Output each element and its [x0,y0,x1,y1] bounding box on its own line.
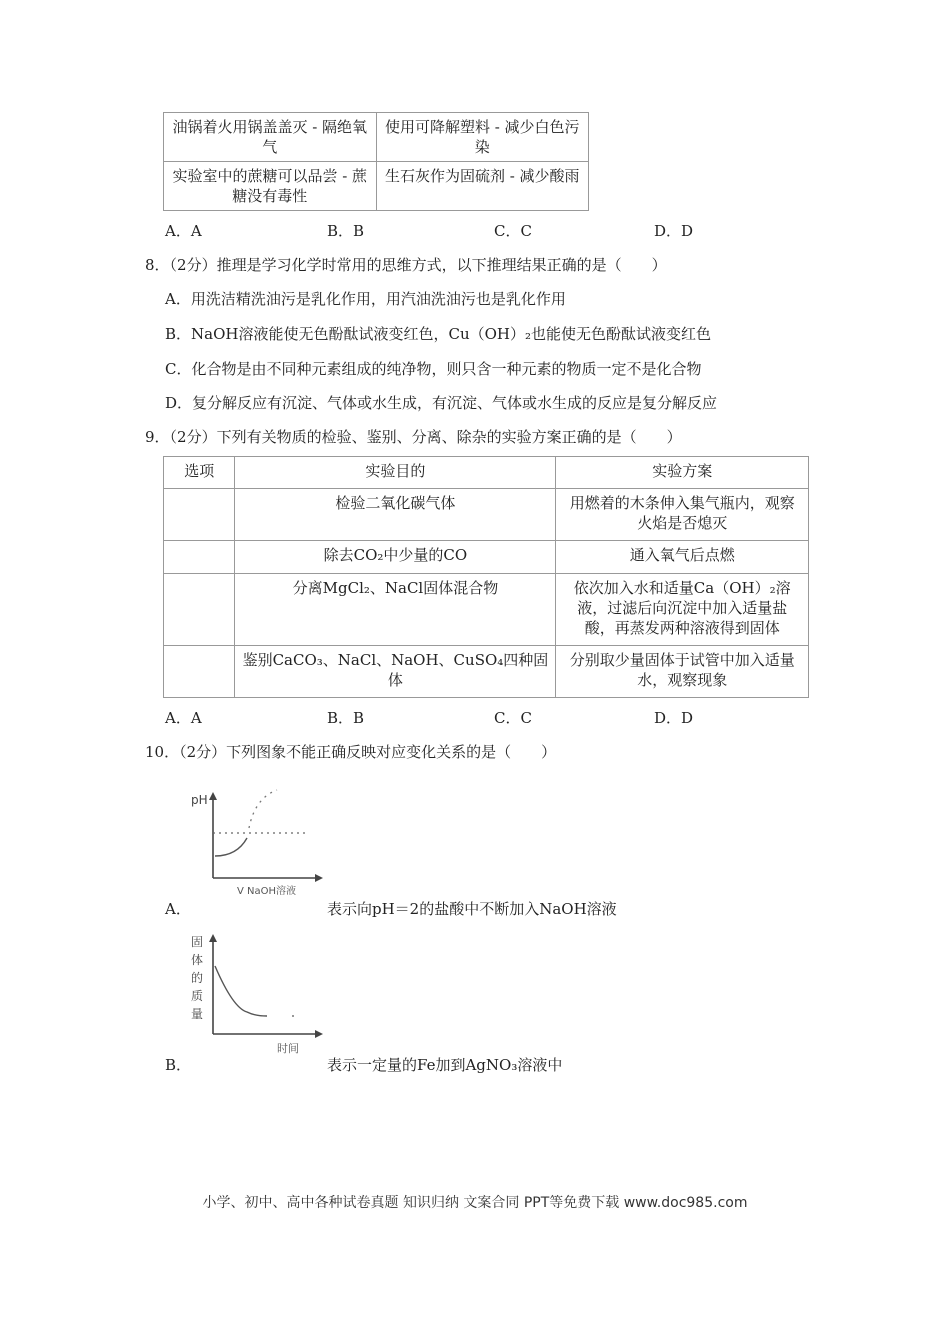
q9-cell-purpose: 检验二氧化碳气体 [235,489,556,541]
graph-a-curve-low [215,838,247,856]
q9-cell-plan: 用燃着的木条伸入集气瓶内，观察火焰是否熄灭 [556,489,809,541]
q9-cell-purpose: 除去CO₂中少量的CO [235,541,556,574]
graph-b [185,928,335,1058]
q10-option-a-text: 表示向pH＝2的盐酸中不断加入NaOH溶液 [327,900,617,918]
q7-cell: 生石灰作为固硫剂 - 减少酸雨 [376,162,589,211]
graph-b-curve [215,966,267,1016]
graph-b-dot [292,1015,294,1017]
q9-cell-plan: 通入氧气后点燃 [556,541,809,574]
q8-option-a: A．用洗洁精洗油污是乳化作用，用汽油洗油污也是乳化作用 [165,290,566,308]
graph-a [185,778,335,896]
q7-option-b: B．B [327,222,365,240]
page-footer: 小学、初中、高中各种试卷真题 知识归纳 文案合同 PPT等免费下载 www.doc985.com [202,1195,748,1211]
q9-cell-plan: 依次加入水和适量Ca（OH）₂溶液，过滤后向沉淀中加入适量盐酸，再蒸发两种溶液得到固体 [556,574,809,646]
graph-b-x-arrow [315,1030,323,1038]
q10-stem: 10．（2分）下列图象不能正确反映对应变化关系的是（ ） [145,743,557,761]
graph-a-curve-high [249,790,277,828]
q9-cell-purpose: 分离MgCl₂、NaCl固体混合物 [235,574,556,646]
q8-stem: 8．（2分）推理是学习化学时常用的思维方式，以下推理结果正确的是（ ） [145,256,667,274]
graph-a-y-arrow [209,792,217,800]
q9-header-option: 选项 [164,457,235,489]
graph-b-y-arrow [209,934,217,942]
q9-cell-option [164,574,235,646]
q10-option-a-letter: A． [165,900,191,918]
q9-option-c: C．C [494,709,532,727]
graph-a-ylabel: pH [191,793,208,807]
q9-option-d: D．D [654,709,694,727]
graph-b-ylabel: 固体的质量 [191,935,204,1021]
q7-cell: 使用可降解塑料 - 减少白色污染 [376,113,589,162]
q10-option-b-text: 表示一定量的Fe加到AgNO₃溶液中 [327,1056,563,1074]
q9-table [163,456,809,698]
q9-option-a: A．A [165,709,202,727]
q7-cell: 油锅着火用锅盖盖灭 - 隔绝氧气 [164,113,377,162]
graph-a-x-arrow [315,874,323,882]
q9-option-b: B．B [327,709,365,727]
q7-option-d: D．D [654,222,694,240]
q9-cell-option [164,646,235,698]
q9-cell-plan: 分别取少量固体于试管中加入适量水，观察现象 [556,646,809,698]
q8-option-d: D．复分解反应有沉淀、气体或水生成，有沉淀、气体或水生成的反应是复分解反应 [165,394,718,412]
q7-option-a: A．A [165,222,202,240]
q9-cell-purpose: 鉴别CaCO₃、NaCl、NaOH、CuSO₄四种固体 [235,646,556,698]
q9-stem: 9．（2分）下列有关物质的检验、鉴别、分离、除杂的实验方案正确的是（ ） [145,428,682,446]
graph-b-xlabel: 时间 [277,1042,299,1055]
q8-option-b: B．NaOH溶液能使无色酚酞试液变红色，Cu（OH）₂也能使无色酚酞试液变红色 [165,325,712,343]
q8-option-c: C．化合物是由不同种元素组成的纯净物，则只含一种元素的物质一定不是化合物 [165,360,702,378]
q7-table [163,112,589,211]
q7-option-c: C．C [494,222,532,240]
q7-cell: 实验室中的蔗糖可以品尝 - 蔗糖没有毒性 [164,162,377,211]
q9-cell-option [164,541,235,574]
q9-cell-option [164,489,235,541]
graph-a-xlabel: V NaOH溶液 [237,886,297,896]
q9-header-plan: 实验方案 [556,457,809,489]
q9-header-purpose: 实验目的 [235,457,556,489]
q10-option-b-letter: B． [165,1056,192,1074]
